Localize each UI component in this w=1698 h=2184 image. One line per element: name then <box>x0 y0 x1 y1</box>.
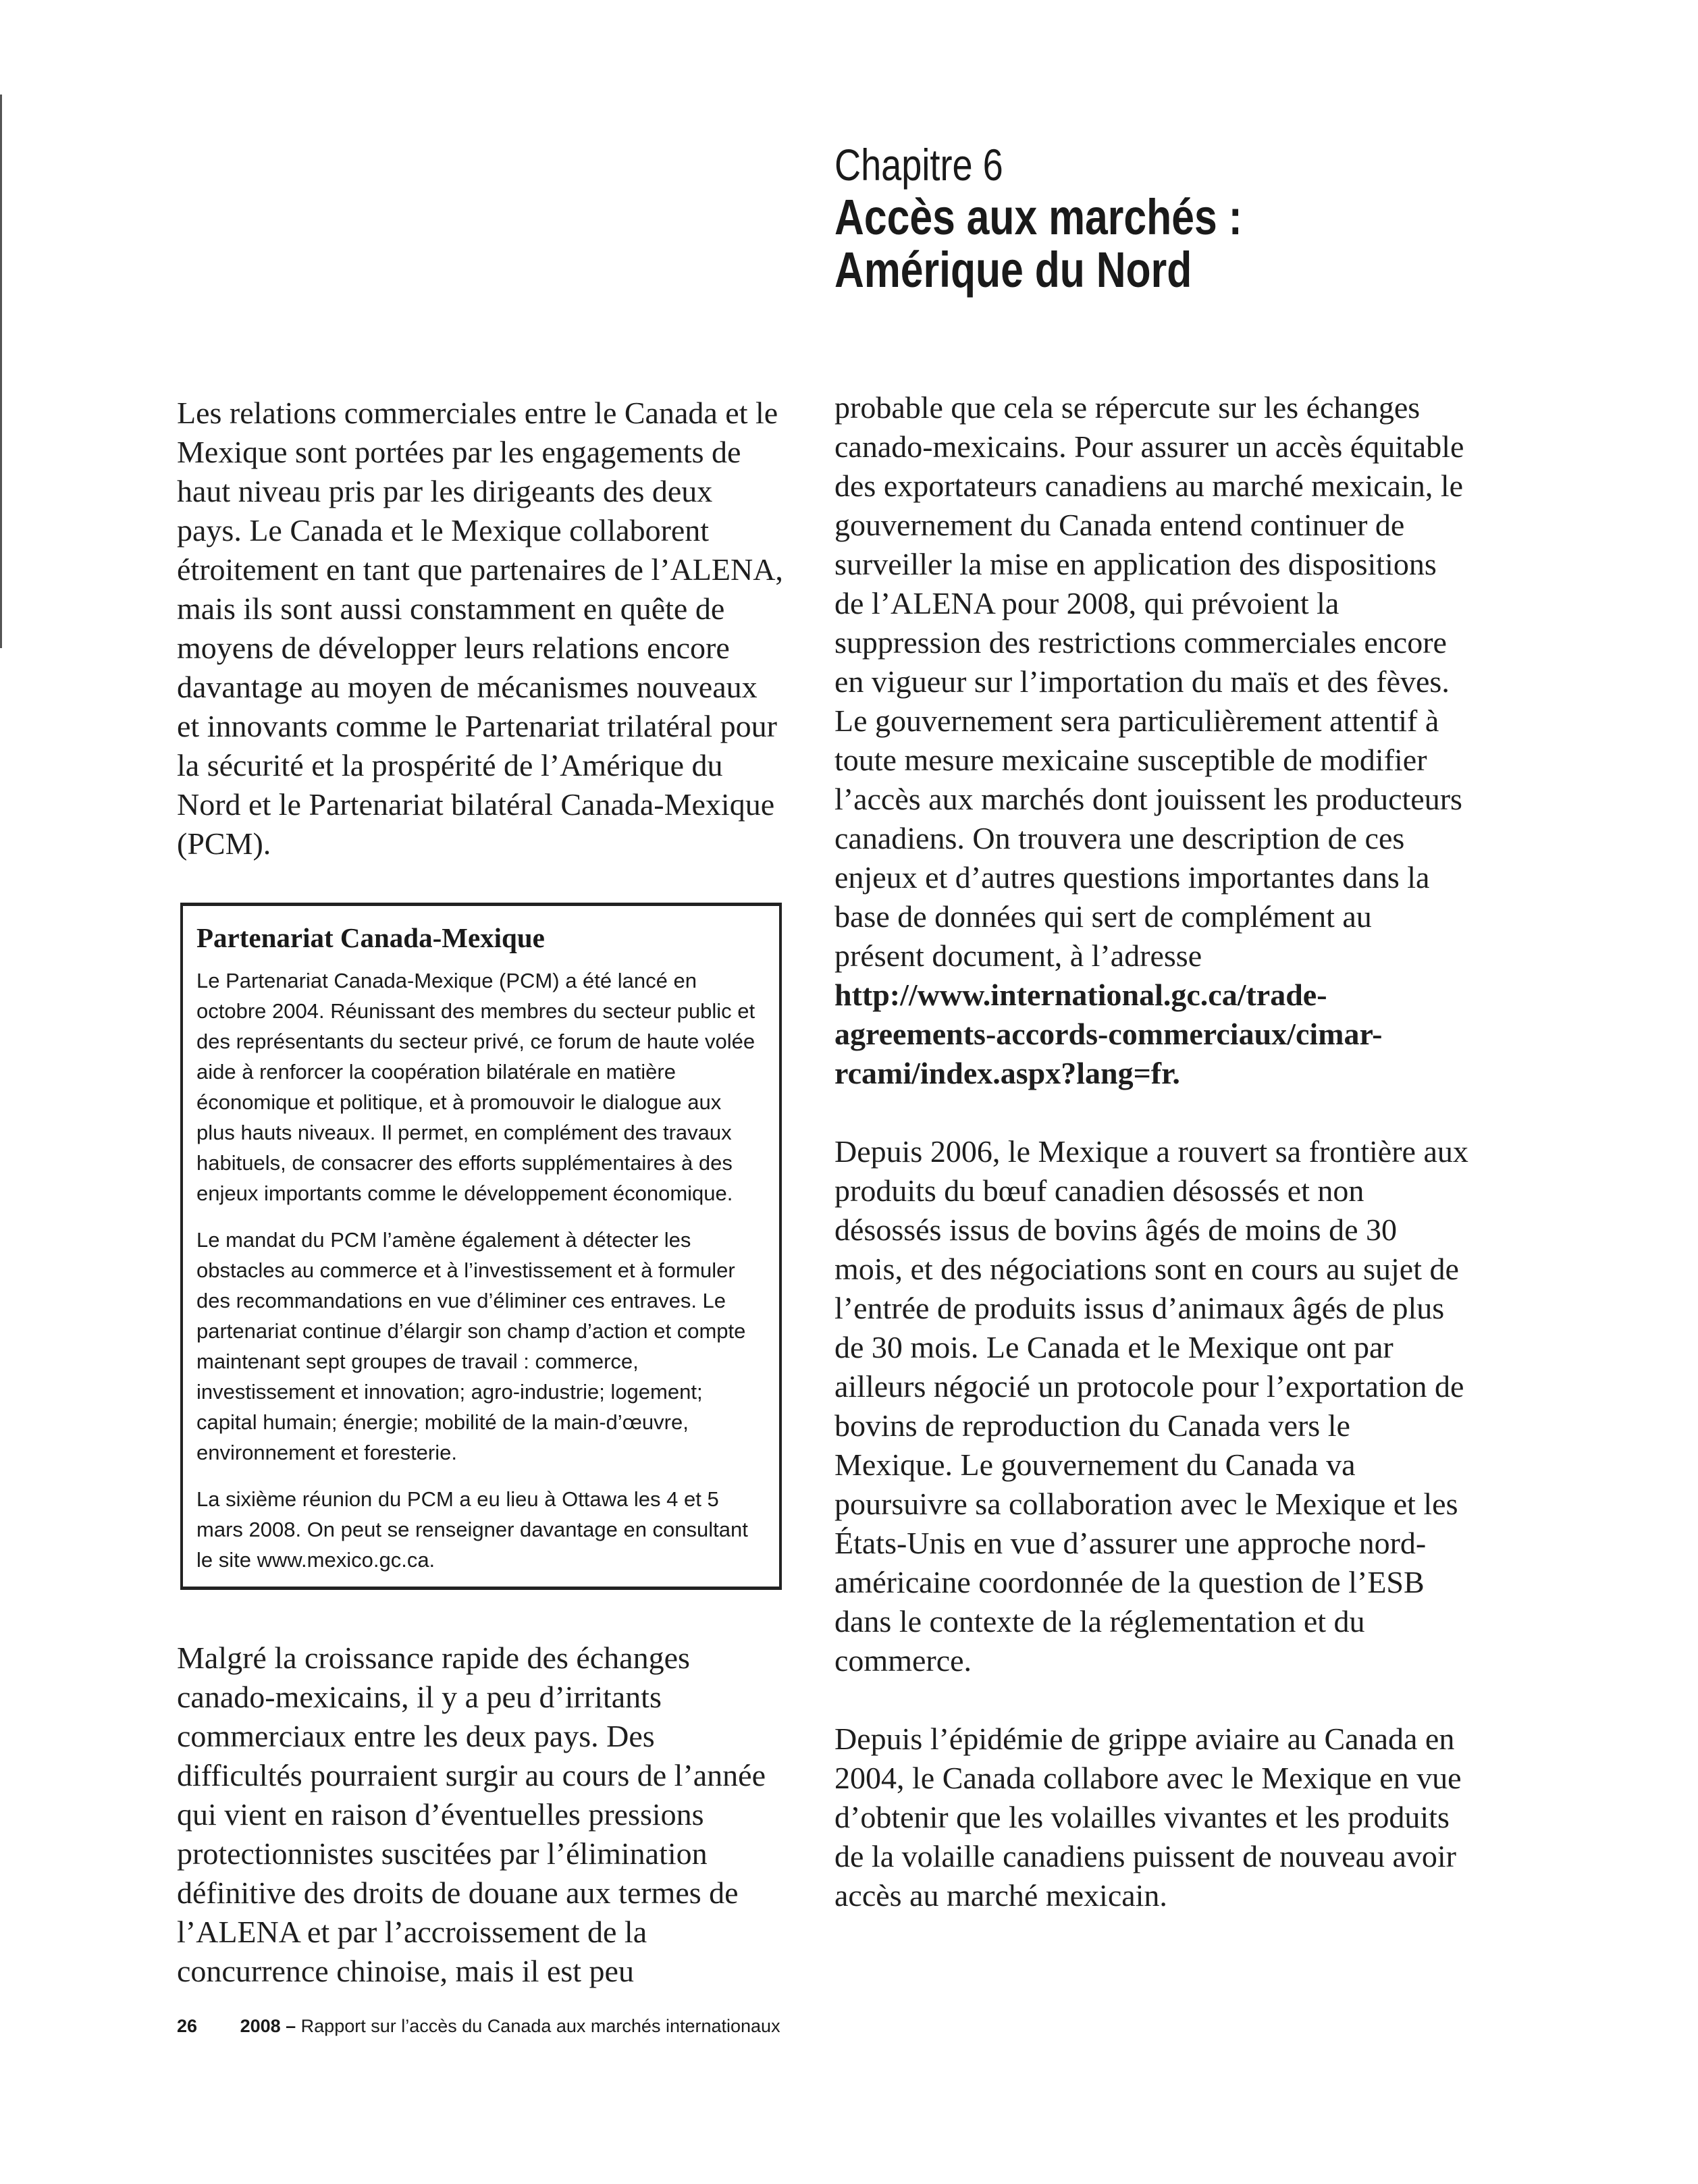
chapter-title-line1: Accès aux marchés : <box>834 189 1242 245</box>
sidebar-box-title: Partenariat Canada-Mexique <box>196 922 545 953</box>
page-footer <box>177 2016 780 2037</box>
sidebar-box <box>180 903 782 1590</box>
body-paragraph: Malgré la croissance rapide des échanges canado-mexicains, il y a peu d’irritants commerciaux entre les deux pays. Des difficultés pourraient surgir au cours de l’année qui vient en raison d’éventuelles pressions protectionnistes suscitées par l’élimination définitive des droits de douane aux termes de l’ALENA et par l’accroissement de la concurrence chinoise, mais il est peu <box>177 1641 766 1988</box>
left-column-bottom <box>177 1639 785 1991</box>
database-url-link[interactable]: http://www.international.gc.ca/trade-agreements-accords-commerciaux/cimar-rcami/index.aspx?lang=fr. <box>834 978 1383 1090</box>
body-paragraph: Les relations commerciales entre le Canada et le Mexique sont portées par les engagements de haut niveau pris par les dirigeants des deux pays. Le Canada et le Mexique collaborent étroitement en tant que partenaires de l’ALENA, mais ils sont aussi constamment en quête de moyens de développer leurs relations encore davantage au moyen de mécanismes nouveaux et innovants comme le Partenariat trilatéral pour la sécurité et la prospérité de l’Amérique du Nord et le Partenariat bilatéral Canada-Mexique (PCM). <box>177 396 783 861</box>
sidebar-paragraph: Le Partenariat Canada-Mexique (PCM) a été lancé en octobre 2004. Réunissant des membres du secteur public et des représentants du secteur privé, ce forum de haute volée aide à renforcer la coopération bilatérale en matière économique et politique, et à promouvoir le dialogue aux plus hauts niveaux. Il permet, en complément des travaux habituels, de consacrer des efforts supplémentaires à des enjeux importants comme le développement économique. <box>196 969 755 1205</box>
left-column-top <box>177 394 785 863</box>
sidebar-paragraph: Le mandat du PCM l’amène également à détecter les obstacles au commerce et à l’investissement et à formuler des recommandations en vue d’éliminer ces entraves. Le partenariat continue d’élargir son champ d’action et compte maintenant sept groupes de travail : commerce, investissement et innovation; agro-industrie; logement; capital humain; énergie; mobilité de la main-d’œuvre, environnement et foresterie. <box>196 1228 746 1464</box>
footer-title: Rapport sur l’accès du Canada aux marchés internationaux <box>300 2016 780 2036</box>
footer-year: 2008 – <box>240 2016 296 2036</box>
page-number: 26 <box>177 2016 198 2036</box>
chapter-number: Chapitre 6 <box>834 140 1003 190</box>
body-text: probable que cela se répercute sur les échanges canado-mexicains. Pour assurer un accès équitable des exportateurs canadiens au marché mexicain, le gouvernement du Canada entend continuer de surveiller la mise en application des dispositions de l’ALENA pour 2008, qui prévoient la suppression des restrictions commerciales encore en vigueur sur l’importation du maïs et des fèves. Le gouvernement sera particulièrement attentif à toute mesure mexicaine susceptible de modifier l’accès aux marchés dont jouissent les producteurs canadiens. On trouvera une description de ces enjeux et d’autres questions importantes dans la base de données qui sert de complément au présent document, à l’adresse <box>834 390 1464 973</box>
body-paragraph: Depuis l’épidémie de grippe aviaire au Canada en 2004, le Canada collabore avec le Mexique en vue d’obtenir que les volailles vivantes et les produits de la volaille canadiens puissent de nouveau avoir accès au marché mexicain. <box>834 1722 1462 1913</box>
right-column <box>834 388 1469 1915</box>
sidebar-paragraph: La sixième réunion du PCM a eu lieu à Ottawa les 4 et 5 mars 2008. On peut se renseigner davantage en consultant le site www.mexico.gc.ca. <box>196 1487 748 1572</box>
chapter-heading <box>834 138 1577 296</box>
chapter-title-line2: Amérique du Nord <box>834 242 1192 298</box>
scan-edge-mark <box>0 95 2 648</box>
body-paragraph <box>834 388 1469 1093</box>
body-paragraph: Depuis 2006, le Mexique a rouvert sa frontière aux produits du bœuf canadien désossés et non désossés issus de bovins âgés de moins de 30 mois, et des négociations sont en cours au sujet de l’entrée de produits issus d’animaux âgés de plus de 30 mois. Le Canada et le Mexique ont par ailleurs négocié un protocole pour l’exportation de bovins de reproduction du Canada vers le Mexique. Le gouvernement du Canada va poursuivre sa collaboration avec le Mexique et les États-Unis en vue d’assurer une approche nord-américaine coordonnée de la question de l’ESB dans le contexte de la réglementation et du commerce. <box>834 1134 1468 1678</box>
